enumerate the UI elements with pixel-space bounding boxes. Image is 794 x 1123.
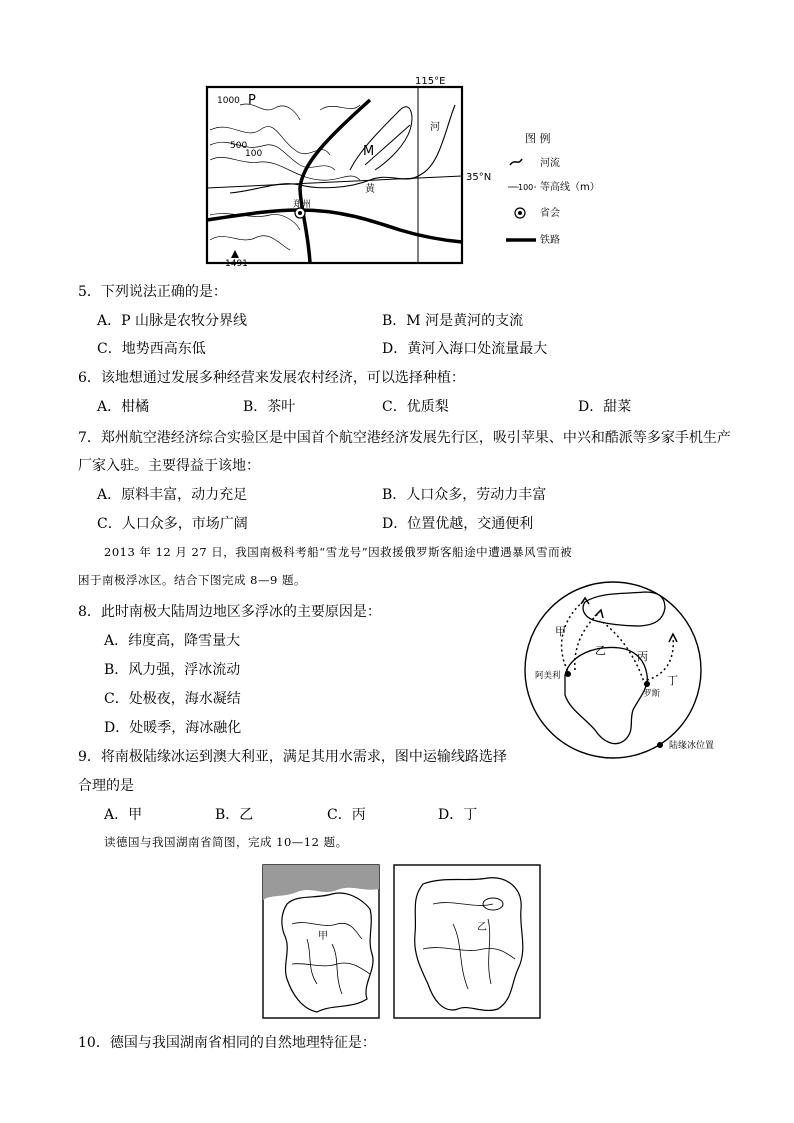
contour-line xyxy=(320,105,360,110)
q6-stem: 6．该地想通过发展多种经营来发展农村经济，可以选择种植： xyxy=(78,370,465,386)
legend-title: 图 例 xyxy=(525,132,551,145)
route-yi-label: 乙 xyxy=(595,644,606,657)
germany-outline xyxy=(282,893,373,1012)
hunan-yi-label: 乙 xyxy=(477,922,487,933)
p-label: P xyxy=(248,93,256,108)
lat-label: 35°N xyxy=(466,172,492,183)
q8-option-b[interactable]: B．风力强，浮冰流动 xyxy=(104,662,241,678)
q9-option-b[interactable]: B．乙 xyxy=(215,807,254,823)
q7-option-c[interactable]: C．人口众多，市场广阔 xyxy=(97,516,248,532)
q6-option-d[interactable]: D．甜菜 xyxy=(578,399,632,415)
antarctica-map-svg xyxy=(515,580,740,765)
q8-stem: 8．此时南极大陆周边地区多浮冰的主要原因是： xyxy=(78,604,381,620)
q9-option-a[interactable]: A．甲 xyxy=(104,807,143,823)
hunan-map-svg xyxy=(393,864,541,1019)
q8-option-a[interactable]: A．纬度高，降雪量大 xyxy=(104,633,241,649)
q7-stem-line2: 厂家入驻。主要得益于该地： xyxy=(78,458,260,474)
germany-map-svg xyxy=(262,864,380,1019)
zhengzhou-map xyxy=(200,70,600,270)
q9-option-d[interactable]: D．丁 xyxy=(438,807,478,823)
zhengzhou-map-svg xyxy=(200,70,600,270)
legend-river: 河流 xyxy=(540,158,560,169)
q5-option-b[interactable]: B．M 河是黄河的支流 xyxy=(382,313,524,329)
contour-line xyxy=(210,236,290,250)
q5-option-a[interactable]: A．P 山脉是农牧分界线 xyxy=(97,313,247,329)
q9-option-c[interactable]: C．丙 xyxy=(327,807,366,823)
route-jia-label: 甲 xyxy=(555,625,566,638)
q7-option-a[interactable]: A．原料丰富，动力充足 xyxy=(97,487,248,503)
route-ding-label: 丁 xyxy=(667,674,678,687)
antarctica-map xyxy=(515,580,740,765)
q9-stem-line2: 合理的是 xyxy=(78,778,134,794)
q8-option-d[interactable]: D．处暖季，海冰融化 xyxy=(104,720,242,736)
contour-line xyxy=(210,157,360,180)
route-bing-label: 丙 xyxy=(637,650,648,663)
legend-contour-value: 100 xyxy=(518,183,534,192)
ross-label: 罗斯 xyxy=(643,689,661,699)
intro-8-9-line2: 困于南极浮冰区。结合下图完成 8—9 题。 xyxy=(78,573,306,587)
railway-line xyxy=(207,210,462,242)
yellow-river xyxy=(230,105,455,193)
q8-option-c[interactable]: C．处极夜，海水凝结 xyxy=(104,691,241,707)
peak-label: 1491 xyxy=(225,259,248,269)
q5-option-c[interactable]: C．地势西高东低 xyxy=(97,341,206,357)
legend-capital: 省会 xyxy=(540,208,560,219)
hunan-outline xyxy=(415,878,523,1011)
peak-icon xyxy=(231,250,239,258)
australia-shape xyxy=(583,592,665,626)
city-label: 郑州 xyxy=(293,200,312,210)
m-river xyxy=(350,107,412,170)
latitude-35n-line xyxy=(207,176,462,188)
amery-label: 阿美利 xyxy=(535,671,561,681)
q6-option-a[interactable]: A．柑橘 xyxy=(97,399,150,415)
contour-label: 100 xyxy=(245,149,263,159)
contour-line xyxy=(210,127,330,155)
river-he-label: 河 xyxy=(430,122,440,133)
hunan-map xyxy=(393,864,541,1019)
legend-ice-shelf: 陆缘冰位置 xyxy=(669,741,715,751)
river-legend-icon xyxy=(510,159,522,165)
river-huang-label: 黄 xyxy=(365,184,375,195)
intro-10-12: 读德国与我国湖南省简图，完成 10—12 题。 xyxy=(104,835,348,849)
legend-contour: 等高线（m） xyxy=(540,182,600,193)
germany-map xyxy=(262,864,380,1019)
contour-label: 1000 xyxy=(217,96,240,106)
q5-stem: 5．下列说法正确的是： xyxy=(78,284,227,300)
germany-jia-label: 甲 xyxy=(318,931,328,942)
q9-stem-line1: 9．将南极陆缘冰运到澳大利亚，满足其用水需求，图中运输线路选择 xyxy=(78,749,507,765)
intro-8-9-line1: 2013 年 12 月 27 日，我国南极科考船“雪龙号”因救援俄罗斯客船途中遭遇暴风雪而被 xyxy=(104,545,573,559)
contour-label: 500 xyxy=(230,141,248,151)
legend-ice-shelf-icon xyxy=(657,742,663,748)
q6-option-b[interactable]: B．茶叶 xyxy=(243,399,296,415)
ice-shelf-ross-icon xyxy=(644,681,650,687)
ice-shelf-amery-icon xyxy=(565,671,571,677)
q6-option-c[interactable]: C．优质梨 xyxy=(382,399,449,415)
q5-option-d[interactable]: D．黄河入海口处流量最大 xyxy=(382,341,548,357)
q7-stem-line1: 7．郑州航空港经济综合实验区是中国首个航空港经济发展先行区，吸引苹果、中兴和酷派等多家手机生产 xyxy=(78,430,731,446)
lon-label: 115°E xyxy=(415,76,446,87)
q7-option-d[interactable]: D．位置优越，交通便利 xyxy=(382,516,534,532)
q7-option-b[interactable]: B．人口众多，劳动力丰富 xyxy=(382,487,547,503)
m-label: M xyxy=(363,144,375,159)
q10-stem: 10．德国与我国湖南省相同的自然地理特征是： xyxy=(78,1035,376,1051)
legend-railway: 铁路 xyxy=(540,235,560,246)
